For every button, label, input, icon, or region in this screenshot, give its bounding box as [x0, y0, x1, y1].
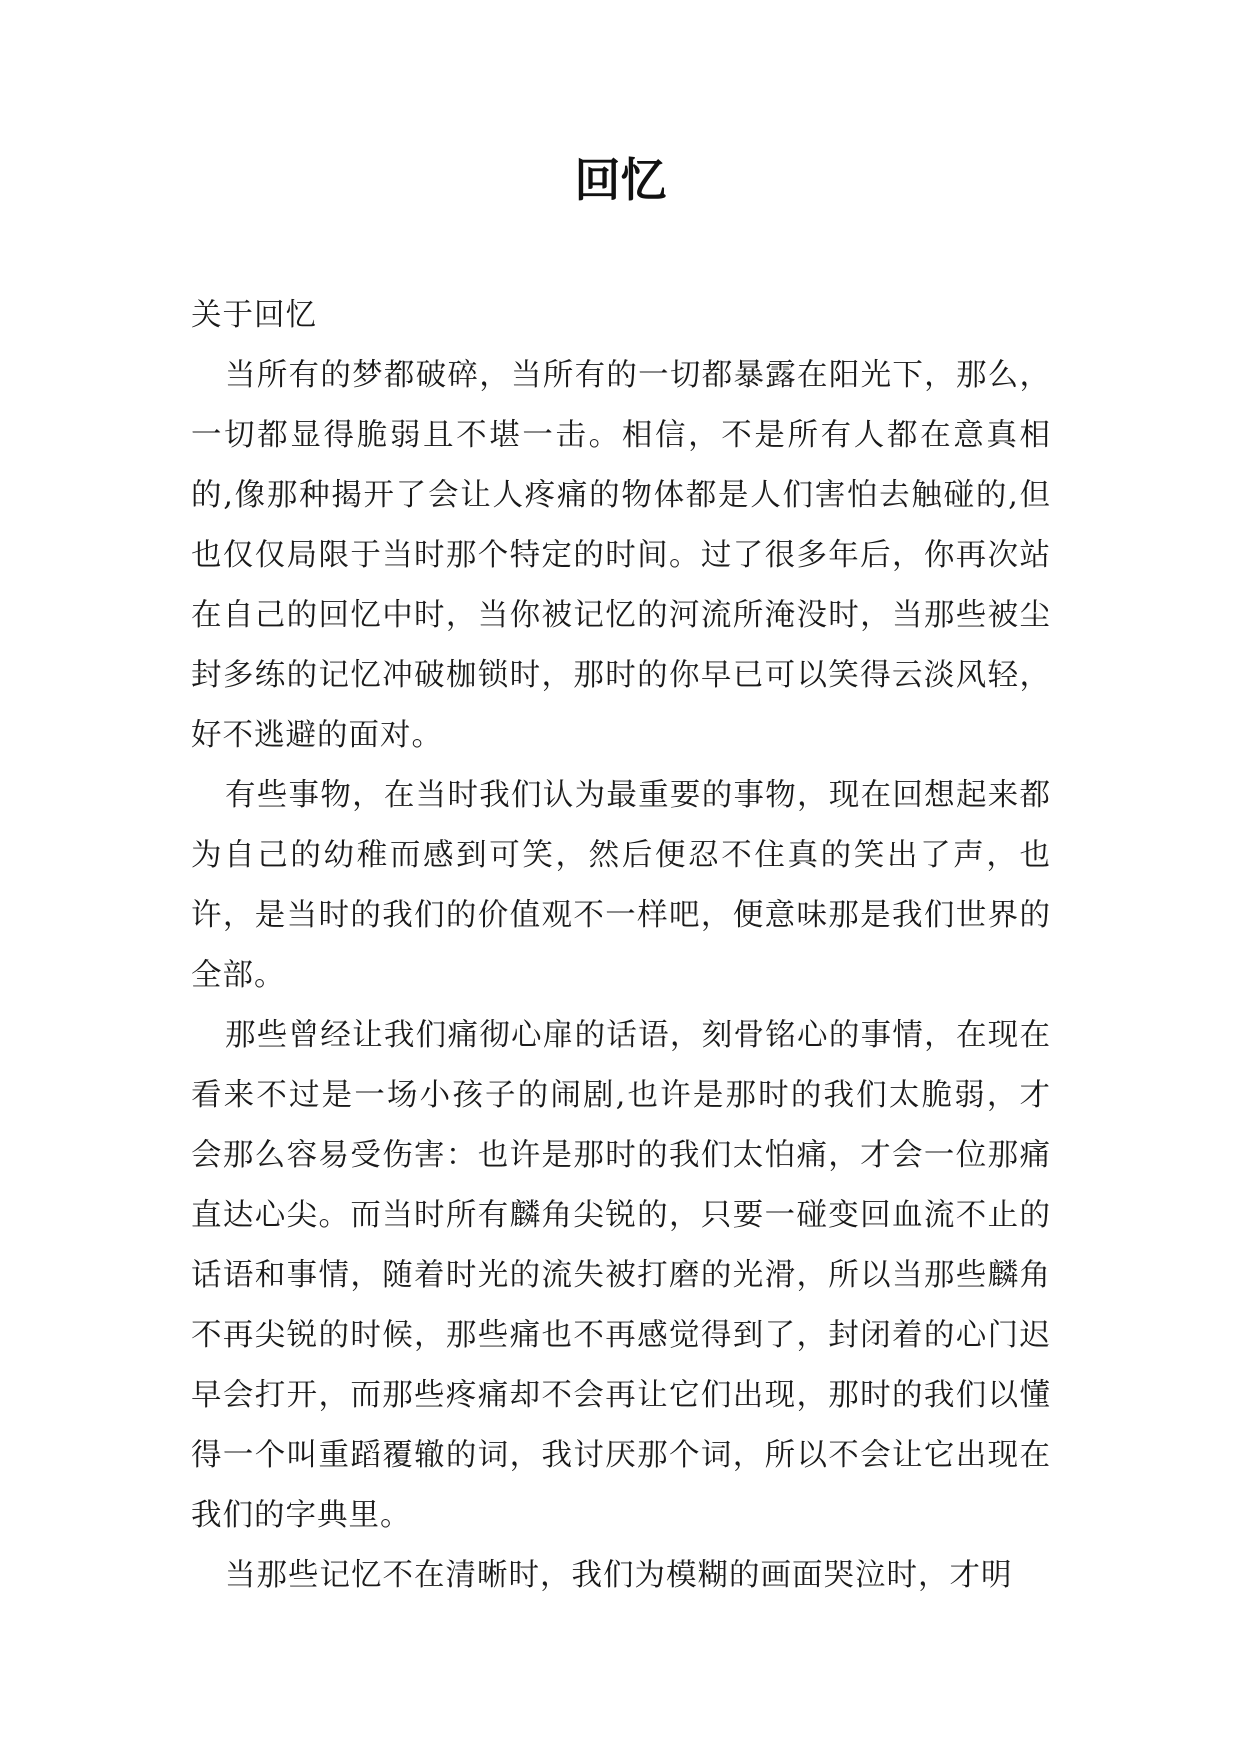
paragraph-1: 当所有的梦都破碎，当所有的一切都暴露在阳光下，那么，一切都显得脆弱且不堪一击。相信，不是所有人都在意真相的,像那种揭开了会让人疼痛的物体都是人们害怕去触碰的,但也仅仅局限于当时那个特定的时间。过了很多年后，你再次站在自己的回忆中时，当你被记忆的河流所淹没时，当那些被尘封多练的记忆冲破枷锁时，那时的你早已可以笑得云淡风轻，好不逃避的面对。 [191, 358, 1051, 753]
document-title: 回忆 [574, 153, 667, 207]
document-subheading: 关于回忆 [191, 298, 317, 333]
document-body [191, 286, 1051, 1606]
paragraph-4: 当那些记忆不在清晰时，我们为模糊的画面哭泣时，才明 [225, 1558, 1013, 1593]
paragraph-2: 有些事物，在当时我们认为最重要的事物，现在回想起来都为自己的幼稚而感到可笑，然后便忍不住真的笑出了声，也许，是当时的我们的价值观不一样吧，便意味那是我们世界的全部。 [191, 778, 1051, 993]
paragraph-3: 那些曾经让我们痛彻心扉的话语，刻骨铭心的事情，在现在看来不过是一场小孩子的闹剧,也许是那时的我们太脆弱，才会那么容易受伤害：也许是那时的我们太怕痛，才会一位那痛直达心尖。而当时所有麟角尖锐的，只要一碰变回血流不止的话语和事情，随着时光的流失被打磨的光滑，所以当那些麟角不再尖锐的时候，那些痛也不再感觉得到了，封闭着的心门迟早会打开，而那些疼痛却不会再让它们出现，那时的我们以懂得一个叫重蹈覆辙的词，我讨厌那个词，所以不会让它出现在我们的字典里。 [191, 1018, 1051, 1533]
